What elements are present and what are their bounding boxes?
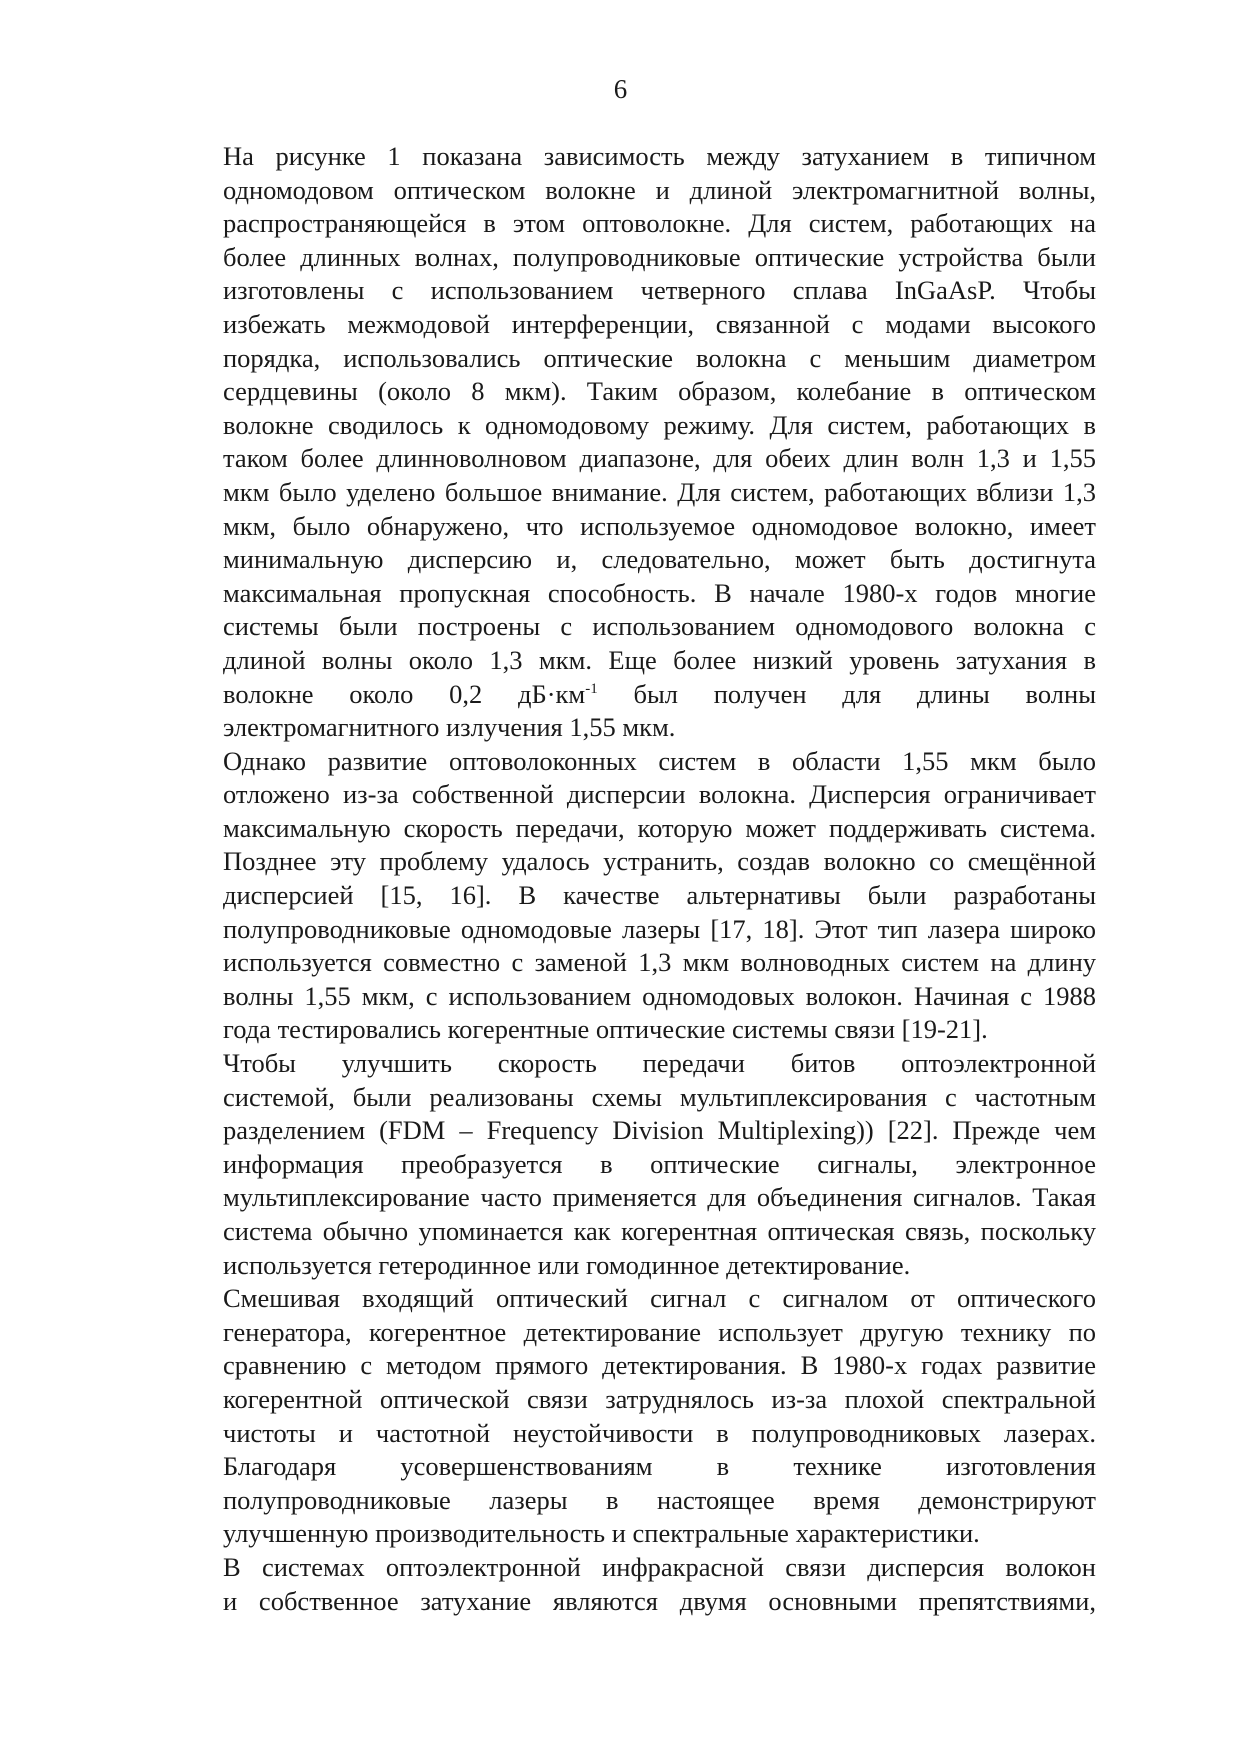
text-line: волокне сводилось к одномодовому режиму. Для систем, работающих в xyxy=(223,409,1096,440)
text-line: изготовлены с использованием четверного сплава InGaAsP. Чтобы xyxy=(223,275,1096,306)
paragraph xyxy=(148,745,1096,1047)
text-line: системы были построены с использованием одномодового волокна с xyxy=(223,611,1096,642)
text-line: года тестировались когерентные оптические системы связи [19-21]. xyxy=(223,1014,988,1045)
text-line: таком более длинноволновом диапазоне, для обеих длин волн 1,3 и 1,55 xyxy=(223,443,1096,474)
text-fragment: волокне около 0,2 дБ·км xyxy=(223,678,586,709)
text-line: мультиплексирование часто применяется для объединения сигналов. Такая xyxy=(223,1182,1096,1213)
text-line: чистоты и частотной неустойчивости в полупроводниковых лазерах. xyxy=(223,1417,1096,1448)
paragraph xyxy=(148,1047,1096,1282)
text-line: порядка, использовались оптические волокна с меньшим диаметром xyxy=(223,342,1096,373)
text-line: когерентной оптической связи затруднялось из-за плохой спектральной xyxy=(223,1383,1096,1414)
text-fragment: был получен для длины волны xyxy=(597,678,1096,709)
text-line: и собственное затухание являются двумя основными препятствиями, xyxy=(223,1585,1096,1616)
text-line: полупроводниковые лазеры в настоящее время демонстрируют xyxy=(223,1484,1096,1515)
paragraph xyxy=(148,1551,1096,1618)
text-line: генератора, когерентное детектирование использует другую технику по xyxy=(223,1316,1096,1347)
paragraph xyxy=(148,1282,1096,1551)
text-line: максимальную скорость передачи, которую может поддерживать система. xyxy=(223,812,1096,843)
text-line: полупроводниковые одномодовые лазеры [17, 18]. Этот тип лазера широко xyxy=(223,913,1096,944)
text-line: одномодовом оптическом волокне и длиной электромагнитной волны, xyxy=(223,174,1096,205)
text-line: минимальную дисперсию и, следовательно, может быть достигнута xyxy=(223,544,1096,575)
text-line: длиной волны около 1,3 мкм. Еще более низкий уровень затухания в xyxy=(223,644,1096,675)
text-line: волны 1,55 мкм, с использованием одномодовых волокон. Начиная с 1988 xyxy=(223,980,1096,1011)
text-line: более длинных волнах, полупроводниковые оптические устройства были xyxy=(223,241,1096,272)
text-line: В системах оптоэлектронной инфракрасной связи дисперсия волокон xyxy=(223,1551,1096,1582)
text-line: максимальная пропускная способность. В начале 1980-х годов многие xyxy=(223,577,1096,608)
text-line: мкм было уделено большое внимание. Для систем, работающих вблизи 1,3 xyxy=(223,476,1096,507)
paragraph xyxy=(148,140,1096,745)
text-line: Смешивая входящий оптический сигнал с сигналом от оптического xyxy=(223,1283,1096,1314)
text-line: избежать межмодовой интерференции, связанной с модами высокого xyxy=(223,308,1096,339)
text-line: улучшенную производительность и спектральные характеристики. xyxy=(223,1518,980,1549)
text-line: Благодаря усовершенствованиям в технике изготовления xyxy=(223,1451,1096,1482)
text-line: дисперсией [15, 16]. В качестве альтернативы были разработаны xyxy=(223,880,1096,911)
text-line: На рисунке 1 показана зависимость между затуханием в типичном xyxy=(223,141,1096,171)
text-line: система обычно упоминается как когерентная оптическая связь, поскольку xyxy=(223,1216,1096,1246)
text-line: сердцевины (около 8 мкм). Таким образом, колебание в оптическом xyxy=(223,376,1096,407)
text-line: разделением (FDM – Frequency Division Multiplexing)) [22]. Прежде чем xyxy=(223,1115,1096,1146)
body-text xyxy=(148,140,1096,1618)
text-line: используется гетеродинное или гомодинное детектирование. xyxy=(223,1249,911,1280)
text-line: используется совместно с заменой 1,3 мкм волноводных систем на длину xyxy=(223,947,1096,978)
text-line: Однако развитие оптоволоконных систем в области 1,55 мкм было xyxy=(223,745,1096,776)
text-line: Позднее эту проблему удалось устранить, создав волокно со смещённой xyxy=(223,846,1096,877)
page-number: 6 xyxy=(613,74,628,104)
text-line: Чтобы улучшить скорость передачи битов оптоэлектронной xyxy=(223,1048,1096,1079)
text-line: распространяющейся в этом оптоволокне. Для систем, работающих на xyxy=(223,208,1096,239)
text-line: информация преобразуется в оптические сигналы, электронное xyxy=(223,1148,1096,1179)
text-line: мкм, было обнаружено, что используемое одномодовое волокно, имеет xyxy=(223,510,1096,541)
text-line: сравнению с методом прямого детектирования. В 1980-х годах развитие xyxy=(223,1350,1096,1381)
text-line-superscript xyxy=(148,678,1096,712)
text-line: электромагнитного излучения 1,55 мкм. xyxy=(223,712,676,743)
text-line: системой, были реализованы схемы мультиплексирования с частотным xyxy=(223,1081,1096,1112)
superscript: -1 xyxy=(585,680,598,697)
text-line: отложено из-за собственной дисперсии волокна. Дисперсия ограничивает xyxy=(223,779,1096,810)
